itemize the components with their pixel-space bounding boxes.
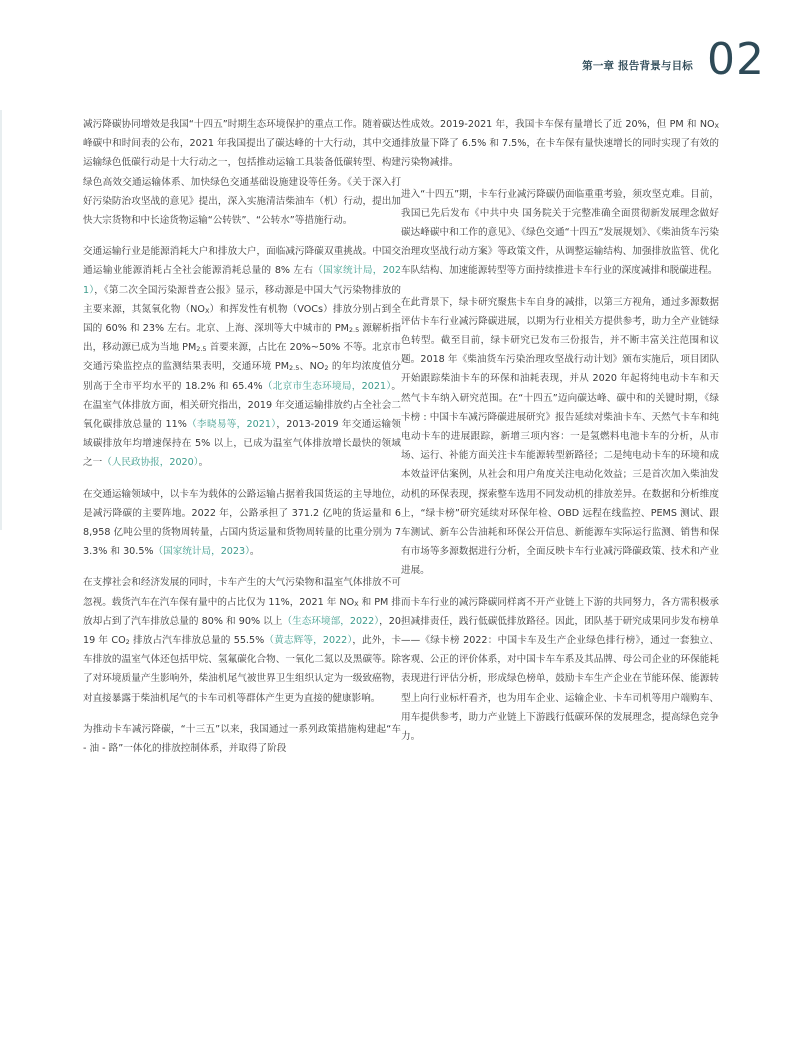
paragraph: 为推动卡车减污降碳，“十三五”以来，我国通过一系列政策措施构建起“车 - 油 - 路”一体化的排放控制体系，并取得了阶段 — [83, 723, 401, 755]
paragraph: 进入“十四五”期，卡车行业减污降碳仍面临重重考验，须攻坚克难。目前，我国已先后发布《中共中央 国务院关于完整准确全面贯彻新发展理念做好碳达峰碳中和工作的意见》、《绿色交通“十四五”发展规划》、《柴油货车污染治理攻坚战行动方案》等政策文件，从调整运输结构、加强排放监管、优化车队结构、加速能源转型等方面持续推进卡车行业的深度减排和脱碳进程。 — [401, 188, 719, 277]
paragraph — [401, 115, 719, 173]
citation-link[interactable]: （北京市生态环境局，2021） — [262, 380, 392, 392]
citation-link[interactable]: （国家统计局，2023） — [153, 546, 250, 558]
paragraph — [83, 573, 401, 707]
citation-link[interactable]: （李晓易等，2021） — [186, 419, 277, 431]
text-run: 在支撑社会和经济发展的同时，卡车产生的大气污染物和温室气体排放不可忽视。载货汽车在汽车保有量中的占比仅为 11%，2021 年 NO — [83, 577, 401, 608]
paragraph: 减污降碳协同增效是我国“十四五”时期生态环境保护的重点工作。随着碳达峰碳中和时间表的公布，2021 年我国提出了碳达峰的十大行动，其中交通运输绿色低碳行动是十大行动之一，包括推动运输工具装备低碳转型、构建绿色高效交通运输体系、加快绿色交通基础设施建设等任务。《关于深入打好污染防治攻坚战的意见》提出，深入实施清洁柴油车（机）行动，提出加快大宗货物和中长途货物运输“公转铁”、“公转水”等措施行动。 — [83, 119, 401, 227]
text-run: 排放量下降了 6.5% 和 7.5%，在卡车保有量快速增长的同时实现了有效的污染物减排。 — [401, 138, 719, 169]
right-column — [401, 115, 719, 758]
page-header — [0, 0, 793, 100]
margin-rule — [0, 110, 2, 530]
paragraph — [83, 485, 401, 562]
text-run: 交通运输行业是能源消耗大户和排放大户，面临减污降碳双重挑战。中国交通运输业能源消耗占全社会能源消耗总量的 8% 左右 — [83, 246, 401, 277]
text-run: 。在温室气体排放方面，相关研究指出，2019 年交通运输排放约占全社会二氧化碳排放总量的 11% — [83, 380, 401, 431]
subscript: 2 — [125, 638, 130, 647]
page-number: 02 — [707, 34, 765, 85]
citation-link[interactable]: （黄志辉等，2022） — [264, 635, 353, 647]
citation-link[interactable]: （人民政协报，2020） — [102, 457, 199, 469]
left-column — [83, 115, 401, 770]
subscript: X — [354, 599, 359, 608]
text-run: 。 — [249, 546, 260, 558]
text-run: 性成效。2019-2021 年，我国卡车保有量增长了近 20%，但 PM 和 NO — [401, 119, 715, 130]
subscript: 2.5 — [196, 345, 207, 354]
text-run: 的年均浓度值分别高于全市平均水平的 18.2% 和 65.4% — [83, 361, 401, 392]
subscript: 2 — [324, 364, 329, 373]
text-run: 、NO — [299, 361, 325, 373]
paragraph: 而卡车行业的减污降碳同样离不开产业链上下游的共同努力，各方需积极承担减排责任，践行低碳低排放路径。因此，团队基于研究成果同步发布榜单——《绿卡榜 2022：中国卡车及生产企业绿色排行榜》，通过一套独立、客观、公正的评价体系，对中国卡车车系及其品牌、母公司企业的环保能耗表现进行评估分析，形成绿色榜单，鼓励卡车生产企业在节能环保、能源转型上向行业标杆看齐，也为用车企业、运输企业、卡车司机等用户端购车、用车提供参考，助力产业链上下游践行低碳环保的发展理念，提高绿色竞争力。 — [401, 596, 719, 743]
paragraph — [83, 242, 401, 472]
subscript: X — [204, 306, 210, 315]
text-run: ，2013-2019 年交通运输领域碳排放年均增速保持在 5% 以上，已成为温室气体排放增长最快的领域之一 — [83, 419, 401, 469]
citation-link[interactable]: （生态环境部，2022） — [282, 615, 380, 627]
text-run: 源解析指出，移动源已成为当地 PM — [83, 323, 401, 354]
text-run: ）和挥发性有机物（VOCs）排放分别占到全国的 60% 和 23% 左右。北京、上海、深圳等大中城市的 PM — [83, 303, 401, 335]
text-run: 。 — [198, 457, 209, 469]
text-run: ，2019 年 CO — [83, 615, 401, 647]
text-run: 排放占汽车排放总量的 55.5% — [129, 635, 265, 647]
text-run: 在交通运输领域中，以卡车为载体的公路运输占据着我国货运的主导地位，是减污降碳的主要阵地。2022 年，公路承担了 371.2 亿吨的货运量和 68,958 亿吨公里的货物周转量，占国内货运量和货物周转量的比重分别为 73.3% 和 30.5% — [83, 488, 401, 558]
subscript: 2.5 — [289, 364, 300, 373]
chapter-title: 第一章 报告背景与目标 — [582, 60, 693, 72]
text-run: 和 PM 排放却占到了汽车排放总量的 80% 和 90% 以上 — [83, 596, 401, 627]
paragraph: 在此背景下，绿卡研究聚焦卡车自身的减排，以第三方视角，通过多源数据评估卡车行业减污降碳进展，以期为行业相关方提供参考，助力全产业链绿色转型。截至目前，绿卡研究已发布三份报告，并不断丰富关注范围和议题。2018 年《柴油货车污染治理攻坚战行动计划》颁布实施后，项目团队开始跟踪柴油卡车的环保和油耗表现，并从 2020 年起将纯电动卡车和天然气卡车纳入研究范围。在“十四五”迈向碳达峰、碳中和的关键时期，《绿卡榜 : 中国卡车减污降碳进展研究》报告延续对柴油卡车、天然气卡车和纯电动卡车的进展跟踪，新增三项内容：一是氢燃料电池卡车的分析，从市场、运行、补能方面关注卡车能源转型新路径；二是纯电动卡车的环境和成本效益评估案例，从社会和用户角度关注电动化效益；三是首次加入柴油发动机的环保表现，探索整车选用不同发动机的排放差异。在数据和分析维度上，“绿卡榜”研究延续对环保年检、OBD 远程在线监控、PEMS 测试、跟车测试、新车公告油耗和环保公开信息、新能源车实际运行监测、销售和保有市场等多源数据进行分析，全面反映卡车行业减污降碳政策、技术和产业进展。 — [401, 296, 719, 577]
text-run: ，此外，卡车排放的温室气体还包括甲烷、氢氟碳化合物、一氧化二氮以及黑碳等。除了对环境质量产生影响外，柴油机尾气被世界卫生组织认定为一级致癌物，对直接暴露于柴油机尾气的卡车司机等群体产生更为直接的健康影响。 — [83, 635, 402, 704]
subscript: 2.5 — [348, 326, 360, 335]
citation-link[interactable]: （国家统计局，2021） — [83, 265, 402, 296]
text-run: 首要来源，占比在 20%~50% 不等。北京市交通污染监控点的监测结果表明，交通环境 PM — [83, 342, 401, 373]
subscript: X — [714, 122, 719, 130]
text-run: ，《第二次全国污染源普查公报》显示，移动源是中国大气污染物排放的主要来源，其氮氧化物（NO — [83, 284, 401, 315]
